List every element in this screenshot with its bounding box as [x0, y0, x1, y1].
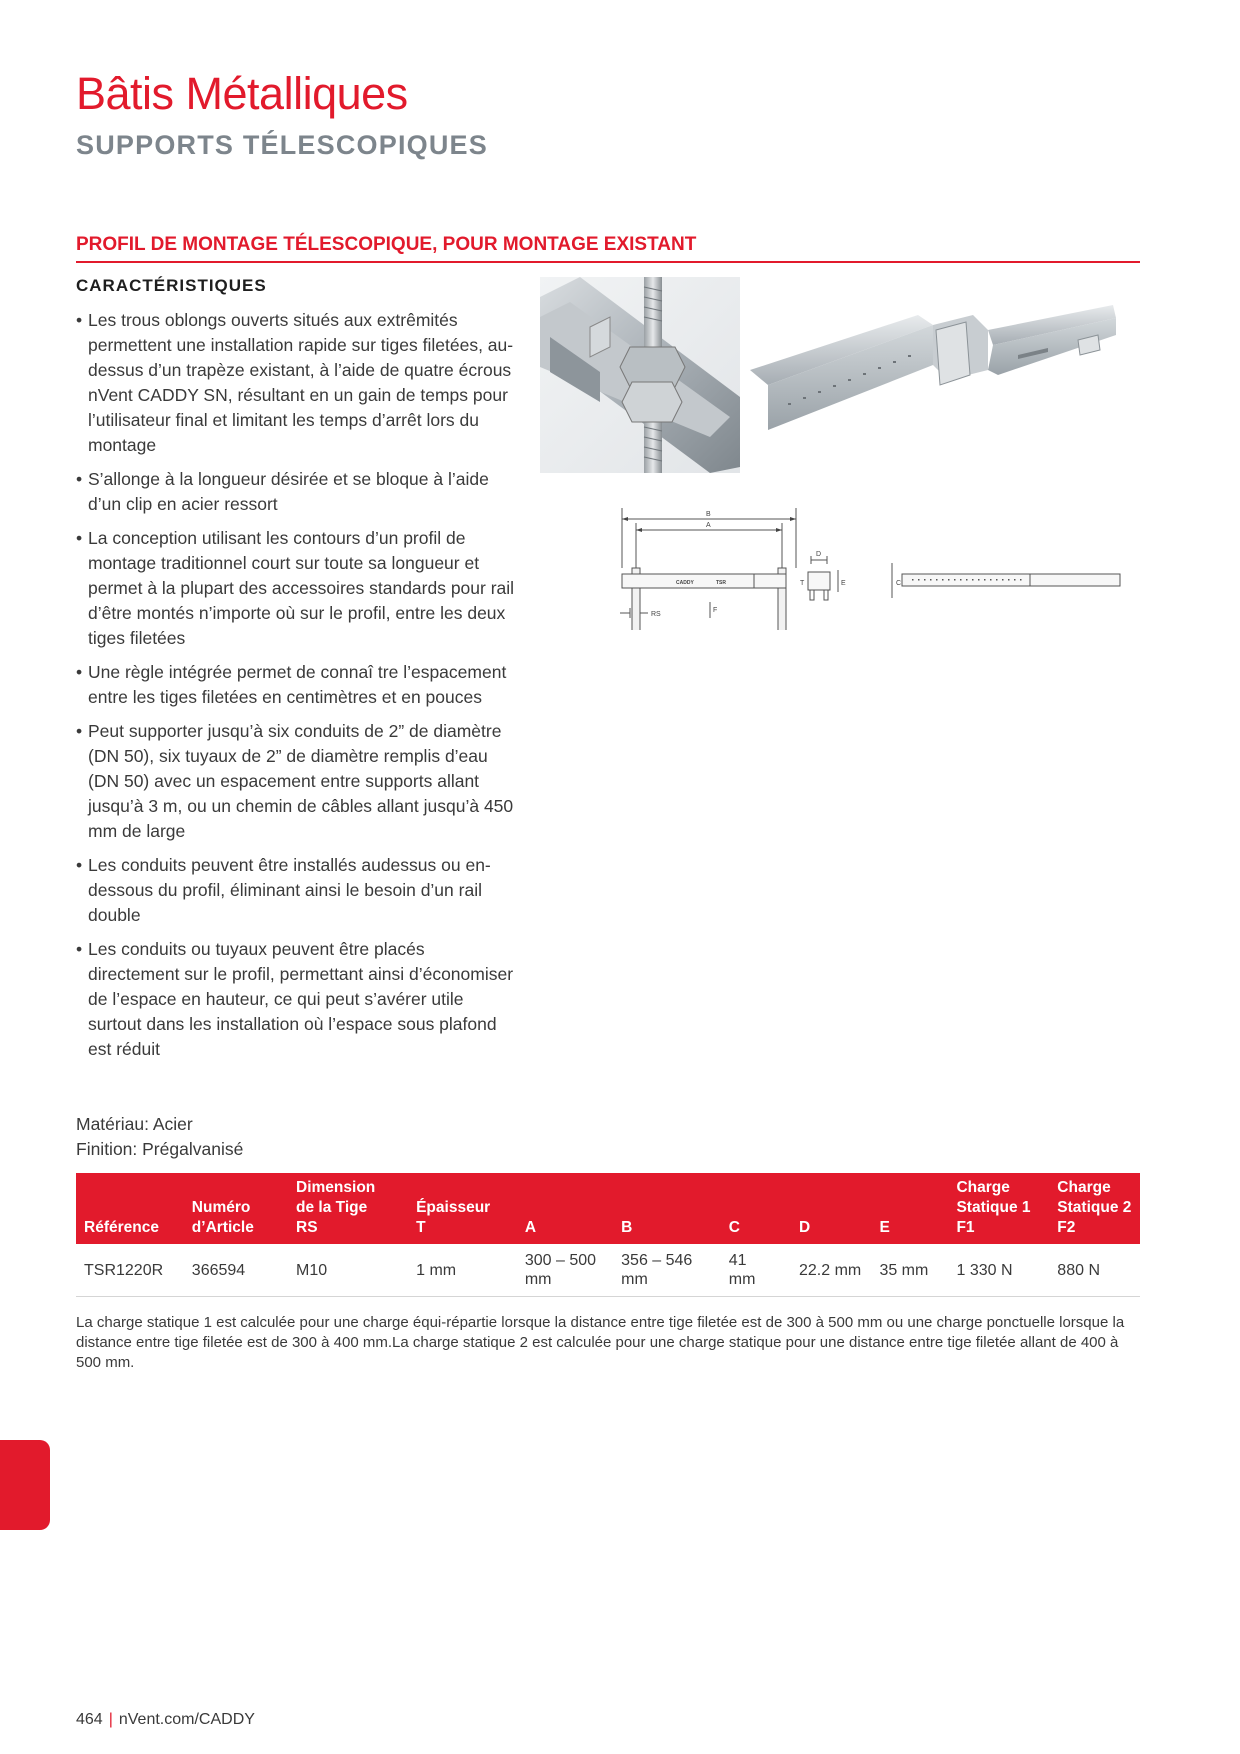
- specs-header-row: [76, 1173, 1140, 1244]
- column-header: [1049, 1173, 1140, 1244]
- side-tab-marker: [0, 1440, 50, 1530]
- product-photo-installed-graphic: [540, 277, 740, 473]
- column-header-line: D: [799, 1219, 811, 1236]
- column-header-line: A: [524, 1219, 537, 1236]
- table-cell: [1049, 1244, 1140, 1297]
- column-header-line: B: [621, 1219, 633, 1236]
- feature-item: • Peut supporter jusqu’à six conduits de 2” de diamètre (DN 50), six tuyaux de 2” de diamètre remplis d’eau (DN 50) avec un espacement entre supports allant jusqu’à 3 m, ou un chemin de câbles allant jusqu’à 450 mm de large: [76, 719, 516, 844]
- column-header: [408, 1173, 517, 1244]
- column-header-line: d’Article: [191, 1219, 254, 1236]
- column-header-line: Statique 1: [956, 1199, 1031, 1216]
- page-number: 464: [76, 1711, 103, 1728]
- table-cell: [76, 1244, 184, 1297]
- table-cell: [721, 1244, 791, 1297]
- column-header: [184, 1173, 288, 1244]
- feature-item: • Les conduits ou tuyaux peuvent être placés directement sur le profil, permettant ainsi d’économiser de l’espace en hauteur, ce qui peut s’avérer utile surtout dans les installation où l’espace sous plafond est réduit: [76, 937, 516, 1062]
- table-cell: [408, 1244, 517, 1297]
- column-header-line: C: [728, 1219, 740, 1236]
- column-header: [613, 1173, 721, 1244]
- table-cell: [613, 1244, 721, 1297]
- column-header: [871, 1173, 948, 1244]
- dim-label-b: B: [706, 511, 711, 518]
- column-header-line: T: [416, 1219, 426, 1236]
- column-header-line: F1: [956, 1219, 975, 1236]
- product-photo-rail: [748, 300, 1118, 470]
- table-cell-line: 300 – 500: [524, 1252, 597, 1269]
- page-title: Bâtis Métalliques: [76, 68, 408, 119]
- table-cell-line: mm: [524, 1271, 552, 1288]
- table-cell-line: mm: [621, 1271, 648, 1288]
- column-header-line: Numéro: [191, 1199, 251, 1216]
- table-cell: [791, 1244, 871, 1297]
- table-cell: [184, 1244, 288, 1297]
- column-header: [76, 1173, 184, 1244]
- drawing-part-mark: TSR: [716, 580, 726, 586]
- specs-body: [76, 1244, 1140, 1297]
- column-header-line: de la Tige: [296, 1199, 368, 1216]
- table-cell-line: mm: [728, 1271, 756, 1288]
- dim-label-f: F: [713, 607, 718, 614]
- product-photo-installed: [540, 277, 740, 473]
- page-footer: [76, 1711, 255, 1729]
- column-header-line: Référence: [84, 1219, 159, 1236]
- dim-label-e: E: [841, 580, 846, 587]
- table-cell: [517, 1244, 613, 1297]
- finish-text: Finition: Prégalvanisé: [76, 1139, 244, 1159]
- footer-separator: |: [108, 1711, 113, 1728]
- table-cell-line: 35 mm: [879, 1261, 929, 1279]
- column-header: [721, 1173, 791, 1244]
- product-photo-rail-graphic: [748, 300, 1118, 470]
- dim-label-rs: RS: [651, 611, 661, 618]
- dim-label-t: T: [800, 580, 805, 587]
- table-cell-line: 356 – 546: [621, 1252, 693, 1269]
- page-subtitle: SUPPORTS TÉLESCOPIQUES: [76, 130, 488, 160]
- column-header: [288, 1173, 408, 1244]
- feature-item: • S’allonge à la longueur désirée et se bloque à l’aide d’un clip en acier ressort: [76, 467, 516, 517]
- material-text: Matériau: Acier: [76, 1114, 193, 1134]
- table-cell: [871, 1244, 948, 1297]
- table-row: [76, 1244, 1140, 1297]
- technical-drawing-graphic: [620, 508, 1125, 630]
- table-cell-line: M10: [296, 1261, 328, 1279]
- column-header: [517, 1173, 613, 1244]
- table-cell-line: 1 330 N: [956, 1261, 1013, 1279]
- features-list: [76, 308, 516, 1071]
- table-cell-line: 41: [728, 1252, 747, 1269]
- footnote: La charge statique 1 est calculée pour une charge équi-répartie lorsque la distance entre tige filetée est de 300 à 500 mm ou une charge ponctuelle lorsque la distance entre tige filetée est de 300 à 400 mm.La charge statique 2 est calculée pour une charge statique pour une distance entre tige filetée allant de 400 à 500 mm.: [76, 1314, 1125, 1371]
- column-header-line: Charge: [956, 1179, 1010, 1196]
- column-header-line: Statique 2: [1057, 1199, 1132, 1216]
- table-cell-line: TSR1220R: [84, 1261, 164, 1279]
- dim-label-c: C: [896, 580, 902, 587]
- feature-item: • Une règle intégrée permet de connaî tre l’espacement entre les tiges filetées en centimètres et en pouces: [76, 660, 516, 710]
- feature-item: • Les trous oblongs ouverts situés aux extrêmités permettent une installation rapide sur tiges filetées, au-dessus d’un trapèze existant, à l’aide de quatre écrous nVent CADDY SN, résultant en un gain de temps pour l’utilisateur final et limitant les temps d’arrêt lors du montage: [76, 308, 516, 458]
- column-header-line: Épaisseur: [416, 1199, 491, 1216]
- table-cell-line: 366594: [191, 1261, 246, 1279]
- drawing-brand: CADDY: [676, 580, 694, 586]
- specs-table: [76, 1173, 1140, 1297]
- feature-item: • Les conduits peuvent être installés audessus ou en-dessous du profil, éliminant ainsi le besoin d’un rail double: [76, 853, 516, 928]
- section-title: PROFIL DE MONTAGE TÉLESCOPIQUE, POUR MONTAGE EXISTANT: [76, 234, 1140, 263]
- column-header-line: Charge: [1057, 1179, 1111, 1196]
- column-header: [948, 1173, 1049, 1244]
- technical-drawing: [620, 508, 1125, 630]
- material-info: [76, 1112, 243, 1162]
- table-cell-line: 880 N: [1057, 1261, 1100, 1279]
- footer-link[interactable]: nVent.com/CADDY: [118, 1711, 255, 1728]
- table-cell: [948, 1244, 1049, 1297]
- table-cell-line: 22.2 mm: [799, 1261, 862, 1279]
- column-header-line: F2: [1057, 1219, 1076, 1236]
- features-title: CARACTÉRISTIQUES: [76, 276, 267, 295]
- table-cell: [288, 1244, 408, 1297]
- column-header-line: Dimension: [296, 1179, 376, 1196]
- feature-item: • La conception utilisant les contours d’un profil de montage traditionnel court sur toute sa longueur et permet à la plupart des accessoires standards pour rail d’être montés n’importe où sur le profil, entre les deux tiges filetées: [76, 526, 516, 651]
- column-header: [791, 1173, 871, 1244]
- dim-label-d: D: [816, 551, 822, 558]
- table-cell-line: 1 mm: [416, 1261, 457, 1279]
- column-header-line: RS: [296, 1219, 318, 1236]
- column-header-line: E: [879, 1219, 890, 1236]
- dim-label-a: A: [706, 522, 711, 529]
- column-header-line: [84, 1198, 176, 1218]
